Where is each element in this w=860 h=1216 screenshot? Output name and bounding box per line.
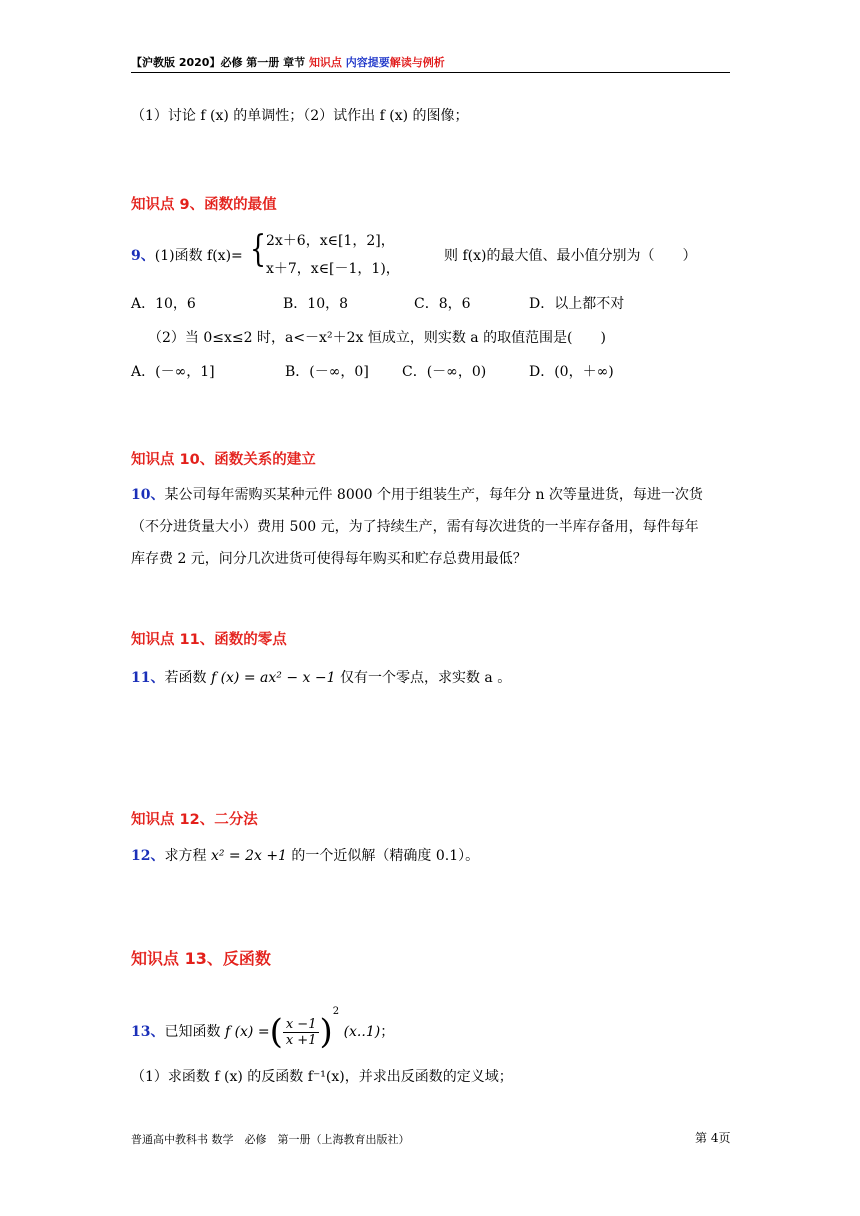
section-title-12: 知识点 12、二分法 <box>131 812 258 828</box>
question-separator: 、 <box>150 1024 165 1040</box>
header-knowledge: 知识点 <box>308 56 342 69</box>
header-summary: 内容提要 <box>341 56 390 69</box>
q10-line-1 <box>131 484 703 504</box>
section-title-13: 知识点 13、反函数 <box>131 949 271 968</box>
q10-line-3: 库存费 2 元，问分几次进货可使得每年购买和贮存总费用最低？ <box>131 551 527 567</box>
q9-option-c: C．8，6 <box>414 296 471 312</box>
q9-question: 则 f(x)的最大值、最小值分别为（ ） <box>444 248 697 264</box>
question-separator: 、 <box>140 248 155 264</box>
right-paren: ) <box>319 1012 333 1052</box>
fraction-denominator: x +1 <box>285 1032 317 1048</box>
question-separator: 、 <box>150 848 165 864</box>
piecewise-brace: { <box>250 229 267 270</box>
q9-2-option-b: B．(－∞，0] <box>285 364 369 380</box>
question-number: 11 <box>131 670 151 686</box>
q10-text-1: 某公司每年需购买某种元件 8000 个用于组装生产，每年分 n 次等量进货，每进一次货 <box>164 487 703 503</box>
section-title-10: 知识点 10、函数关系的建立 <box>131 452 316 468</box>
exponent: 2 <box>332 1006 340 1017</box>
section-title-9: 知识点 9、函数的最值 <box>131 197 277 213</box>
q9-option-d: D．以上都不对 <box>529 296 625 312</box>
question-number: 13 <box>131 1024 151 1040</box>
header-rule <box>131 72 730 73</box>
q9-2-option-c: C．(－∞，0) <box>402 364 487 380</box>
fraction-numerator: x −1 <box>283 1017 320 1033</box>
q9-option-a: A．10，6 <box>131 296 196 312</box>
q12-line <box>131 845 479 865</box>
q9-case-1: 2x＋6，x∈[1，2]， <box>266 233 395 249</box>
question-separator: 、 <box>150 487 165 503</box>
q13-sub-1: （1）求函数 f (x) 的反函数 f⁻¹(x)，并求出反函数的定义域； <box>131 1069 513 1085</box>
left-paren: ( <box>269 1012 283 1052</box>
q12-tail: 的一个近似解（精确度 0.1）。 <box>286 848 480 864</box>
page-number: 第 4页 <box>695 1131 731 1145</box>
q12-formula: x² = 2x +1 <box>210 848 287 864</box>
page-header <box>131 54 445 70</box>
q9-lead <box>131 245 243 265</box>
q9-part-2: （2）当 0≤x≤2 时，a<－x²＋2x 恒成立，则实数 a 的取值范围是( ) <box>148 330 606 346</box>
header-analysis: 解读与例析 <box>389 56 445 69</box>
question-number: 9 <box>131 248 141 264</box>
q9-function-lead: (1)函数 f(x)= <box>154 248 243 264</box>
q9-2-option-d: D．(0，＋∞) <box>529 364 614 380</box>
q13-fx: f (x) = <box>224 1024 270 1040</box>
q13-domain: (x..1) <box>343 1024 381 1040</box>
q9-option-b: B．10，8 <box>283 296 349 312</box>
q11-tail: 仅有一个零点，求实数 a 。 <box>335 670 512 686</box>
section-title-11: 知识点 11、函数的零点 <box>131 632 287 648</box>
q13-end: ； <box>380 1024 395 1040</box>
question-number: 12 <box>131 848 151 864</box>
q12-lead: 求方程 <box>164 848 211 864</box>
question-separator: 、 <box>150 670 165 686</box>
q9-case-2: x＋7，x∈[－1，1)， <box>266 261 400 277</box>
q11-lead: 若函数 <box>164 670 211 686</box>
q10-line-2: （不分进货量大小）费用 500 元，为了持续生产，需有每次进货的一半库存备用，每件每年 <box>131 519 699 535</box>
q13-line <box>131 1006 395 1052</box>
q9-2-option-a: A．(－∞，1] <box>131 364 215 380</box>
footer-book: 普通高中教科书 数学 必修 第一册（上海教育出版社） <box>131 1133 410 1146</box>
q13-lead: 已知函数 <box>164 1024 225 1040</box>
q11-formula: f (x) = ax² − x −1 <box>210 670 336 686</box>
q13-fraction <box>283 1017 320 1048</box>
q8-subquestions: （1）讨论 f (x) 的单调性；（2）试作出 f (x) 的图像； <box>131 108 469 124</box>
q11-line <box>131 667 511 687</box>
header-book: 【沪教版 2020】必修 第一册 章节 <box>131 56 309 69</box>
question-number: 10 <box>131 487 151 503</box>
